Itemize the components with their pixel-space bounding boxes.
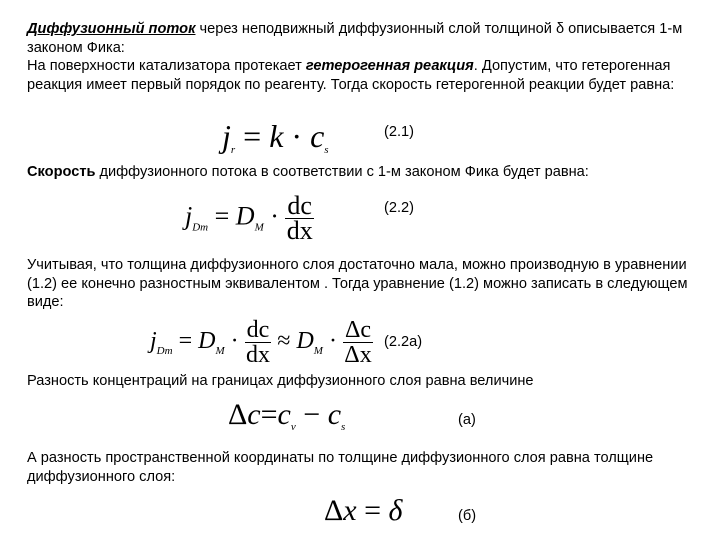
equation-number: (б) <box>458 508 477 524</box>
term-rate: Скорость <box>27 164 96 180</box>
paragraph-text: . Допустим, что гетерогенная реакция имеет первый порядок по реагенту. Тогда скорость гетерогенной реакции будет равна: <box>27 58 675 93</box>
term-diffusion-flux: Диффузионный поток <box>27 21 196 37</box>
equation-b: Δx = δ <box>324 494 403 527</box>
equation-number: (2.2) <box>384 200 415 216</box>
equation-a: $\Delta c=c_v - c_s$ <box>228 398 346 433</box>
paragraph-finite-difference: Учитывая, что толщина диффузионного слоя достаточно мала, можно производную в уравнении (1.2) ее конечно разностным эквивалентом . Тогда уравнение (1.2) можно записать в следующем виде: <box>27 257 688 311</box>
paragraph-coordinate-difference: А разность пространственной координаты по толщине диффузионного слоя равна толщине диффузионного слоя: <box>27 450 654 485</box>
equation-2-1: $j_r = k \cdot c_s$ <box>222 118 329 156</box>
paragraph-text: через неподвижный диффузионный слой толщиной δ описывается 1-м законом Фика: <box>27 21 683 56</box>
equation-2-2a: $j_{Dm} = D_M$ · $\frac{dc}{dx}$ ≈ $D_M$ · $\frac{\Delta c}{\Delta x}$ <box>150 317 372 368</box>
paragraph-fick-law <box>27 20 695 94</box>
term-heterogeneous-reaction: гетерогенная реакция <box>305 58 474 75</box>
equation-number: (2.2а) <box>384 334 423 350</box>
paragraph-concentration-difference: Разность концентраций на границах диффузионного слоя равна величине <box>27 373 534 389</box>
paragraph-diffusion-rate <box>27 163 695 182</box>
equation-number: (2.1) <box>384 124 415 140</box>
paragraph-text: На поверхности катализатора протекает <box>27 58 306 75</box>
equation-number: (а) <box>458 412 476 428</box>
paragraph-text: диффузионного потока в соответствии с 1-м законом Фика будет равна: <box>95 164 589 180</box>
equation-2-2: $j_{Dm} = D_M$ · $\frac{dc}{dx}$ <box>185 191 313 245</box>
